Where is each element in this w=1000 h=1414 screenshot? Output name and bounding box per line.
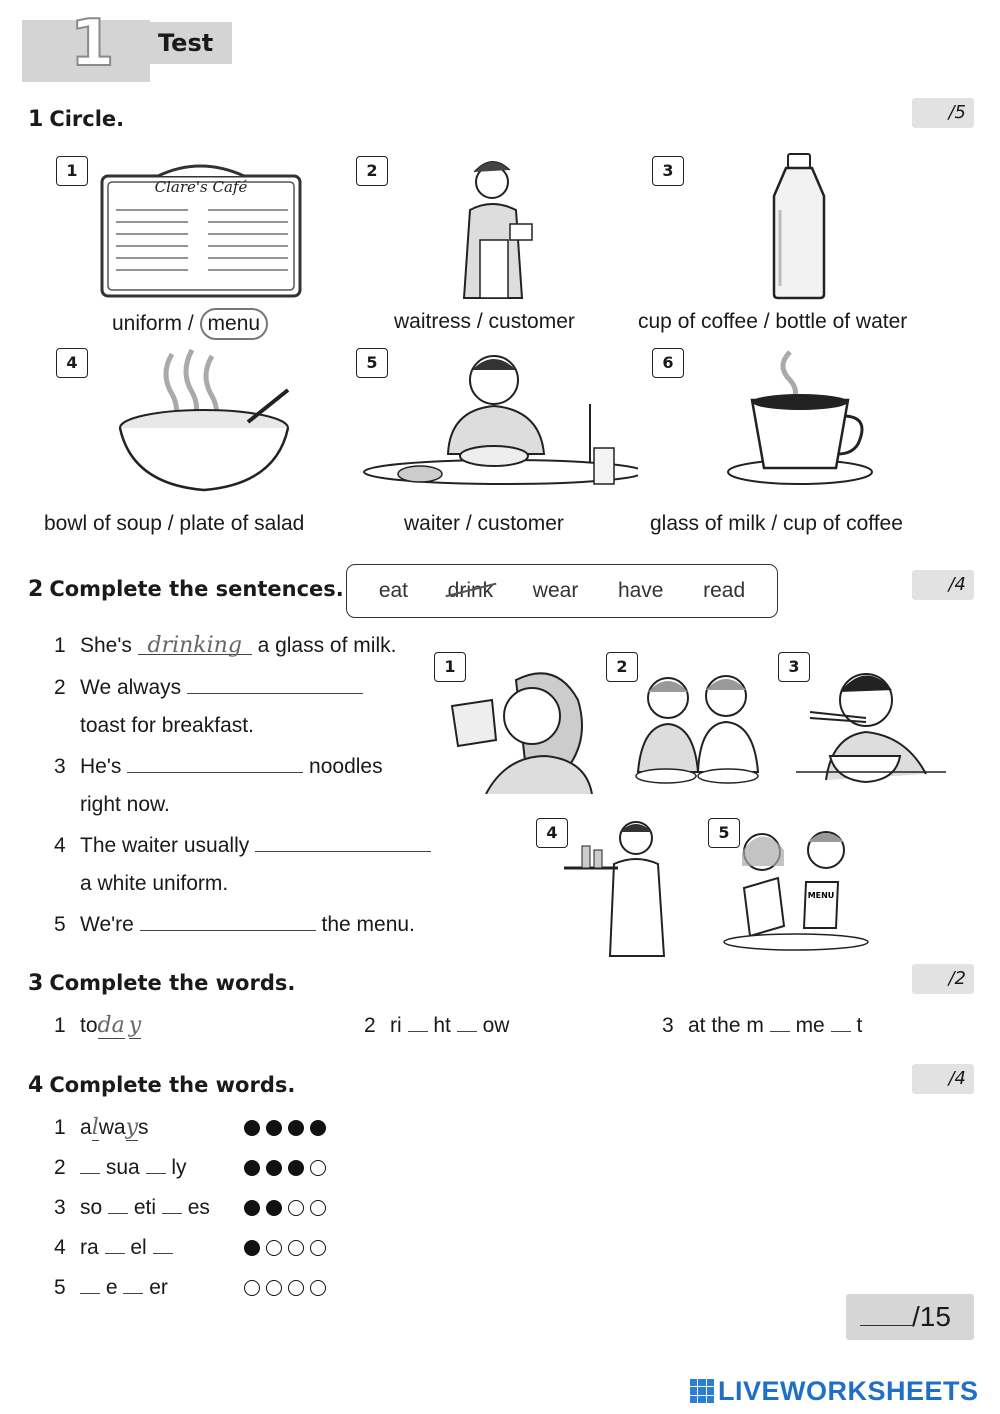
soup-bowl-icon [112, 344, 296, 494]
frequency-word-5 [54, 1274, 168, 1302]
word-item-3 [662, 1012, 862, 1040]
item-number: 4 [56, 348, 88, 378]
sentence-number: 5 [54, 913, 66, 936]
item-number: 5 [356, 348, 388, 378]
filled-dot [244, 1240, 260, 1256]
menu-sign-text: Clare's Café [154, 178, 248, 196]
waiter-with-tray-icon [560, 816, 676, 960]
item-number: 4 [54, 1236, 66, 1259]
cafe-menu-board-icon [98, 152, 304, 302]
picture-number: 5 [708, 818, 740, 848]
sentence-2-cont: toast for breakfast. [80, 714, 254, 737]
word-part: e [105, 1276, 118, 1299]
word-item-1 [54, 1012, 141, 1040]
unit-number: 1 [70, 7, 115, 81]
filled-dot [266, 1120, 282, 1136]
letter-blank[interactable] [153, 1234, 173, 1254]
item-number: 2 [54, 1156, 66, 1179]
frequency-dots [244, 1200, 326, 1216]
filled-letter[interactable]: l [91, 1115, 99, 1140]
section-1-heading [28, 106, 124, 133]
coffee-cup-icon [724, 344, 874, 488]
menu-label-text: MENU [807, 891, 835, 900]
frequency-word-2 [54, 1154, 187, 1182]
couple-reading-menu-icon [722, 816, 870, 952]
item-caption[interactable]: waitress / customer [394, 310, 575, 333]
word-part: eti [133, 1196, 157, 1219]
item-caption[interactable]: waiter / customer [404, 512, 564, 535]
filled-dot [310, 1120, 326, 1136]
section-number: 4 [28, 1073, 44, 1098]
answer-blank[interactable] [127, 751, 303, 773]
section-number: 3 [28, 971, 44, 996]
letter-blank[interactable] [108, 1194, 128, 1214]
answer-blank[interactable] [255, 830, 431, 852]
word-part: es [187, 1196, 210, 1219]
empty-dot [288, 1280, 304, 1296]
sentence-number: 2 [54, 676, 66, 699]
girl-drinking-icon [446, 660, 596, 794]
word-part: at the m [688, 1014, 764, 1037]
sentence-text: noodles [309, 755, 383, 778]
item-caption[interactable]: cup of coffee / bottle of water [638, 310, 908, 333]
sentence-text: a glass of milk. [257, 634, 397, 657]
empty-dot [244, 1280, 260, 1296]
sentence-4-cont: a white uniform. [80, 872, 229, 895]
sentence-text: We're [80, 913, 134, 936]
sentence-3-cont: right now. [80, 793, 170, 816]
empty-dot [310, 1160, 326, 1176]
total-score [860, 1300, 951, 1334]
letter-blank[interactable] [408, 1012, 428, 1032]
word-part: ri [390, 1014, 402, 1037]
sentence-number: 3 [54, 755, 66, 778]
word-bank-word: wear [532, 579, 579, 602]
empty-dot [310, 1200, 326, 1216]
letter-blank[interactable] [770, 1012, 790, 1032]
filled-dot [288, 1120, 304, 1136]
section-2-score: /4 [912, 570, 974, 600]
item-number: 2 [356, 156, 388, 186]
water-bottle-icon [766, 150, 832, 300]
letter-blank[interactable] [146, 1154, 166, 1174]
sentence-number: 4 [54, 834, 66, 857]
frequency-word-3 [54, 1194, 210, 1222]
empty-dot [266, 1280, 282, 1296]
letter-blank[interactable] [105, 1234, 125, 1254]
item-number: 1 [56, 156, 88, 186]
sentence-4 [54, 830, 431, 860]
frequency-dots [244, 1280, 326, 1296]
item-number: 6 [652, 348, 684, 378]
word-part: ra [80, 1236, 99, 1259]
letter-blank[interactable] [123, 1274, 143, 1294]
section-3-heading [28, 970, 295, 997]
word-bank-word: eat [378, 579, 409, 602]
sentence-5 [54, 909, 415, 939]
word-part: ht [433, 1014, 451, 1037]
frequency-dots [244, 1240, 326, 1256]
word-part: so [80, 1196, 103, 1219]
page-title: Test [158, 29, 214, 57]
section-2-heading [28, 576, 344, 603]
empty-dot [288, 1200, 304, 1216]
filled-letters[interactable]: da [97, 1013, 125, 1038]
letter-blank[interactable] [80, 1274, 100, 1294]
item-caption [112, 308, 268, 340]
item-number: 1 [54, 1116, 66, 1139]
section-title: Complete the words. [49, 971, 296, 995]
liveworksheets-logo [690, 1376, 979, 1406]
sentence-text: We always [80, 676, 182, 699]
section-4-score: /4 [912, 1064, 974, 1094]
section-4-heading [28, 1072, 295, 1099]
sentence-1 [54, 632, 396, 660]
empty-dot [288, 1240, 304, 1256]
section-3-score: /2 [912, 964, 974, 994]
word-part: to [80, 1014, 98, 1037]
frequency-word-1 [54, 1114, 149, 1142]
word-part: el [130, 1236, 147, 1259]
sentence-text: He's [80, 755, 122, 778]
circled-answer[interactable]: menu [200, 308, 269, 340]
item-number: 3 [54, 1196, 66, 1219]
filled-dot [266, 1200, 282, 1216]
picture-number: 4 [536, 818, 568, 848]
total-score-max: /15 [912, 1301, 951, 1332]
filled-dot [244, 1160, 260, 1176]
word-bank-word: have [617, 579, 664, 602]
waitress-icon [440, 150, 560, 300]
liveworksheets-logo-icon [690, 1379, 714, 1403]
word-part: me [795, 1014, 825, 1037]
boy-eating-noodles-icon [796, 656, 946, 786]
brand-name: LIVEWORKSHEETS [718, 1376, 979, 1406]
section-1-score: /5 [912, 98, 974, 128]
frequency-word-4 [54, 1234, 173, 1262]
section-title: Complete the sentences. [49, 577, 344, 601]
item-number: 3 [652, 156, 684, 186]
answer-blank[interactable] [140, 909, 316, 931]
caption-option: uniform / [112, 312, 194, 335]
section-number: 2 [28, 577, 44, 602]
filled-letter[interactable]: y [125, 1115, 139, 1140]
sentence-text: The waiter usually [80, 834, 250, 857]
letter-blank[interactable] [457, 1012, 477, 1032]
word-part: er [149, 1276, 168, 1299]
sentence-number: 1 [54, 634, 66, 657]
item-number: 1 [54, 1014, 66, 1037]
empty-dot [310, 1240, 326, 1256]
letter-blank[interactable] [831, 1012, 851, 1032]
word-part: a [80, 1116, 92, 1139]
word-part: s [138, 1116, 149, 1139]
word-bank [346, 564, 778, 618]
section-title: Circle. [49, 107, 125, 131]
sentence-2 [54, 672, 363, 702]
picture-number: 2 [606, 652, 638, 682]
filled-dot [244, 1120, 260, 1136]
word-item-2 [364, 1012, 509, 1040]
boys-eating-toast-icon [620, 662, 770, 792]
word-part: ly [171, 1156, 187, 1179]
picture-number: 1 [434, 652, 466, 682]
total-score-blank[interactable] [860, 1304, 912, 1326]
word-bank-word-used: drink [448, 577, 494, 605]
section-number: 1 [28, 107, 44, 132]
picture-number: 3 [778, 652, 810, 682]
item-number: 5 [54, 1276, 66, 1299]
sentence-text: the menu. [321, 913, 415, 936]
word-part: t [856, 1014, 863, 1037]
frequency-dots [244, 1120, 326, 1136]
letter-blank[interactable] [162, 1194, 182, 1214]
section-title: Complete the words. [49, 1073, 296, 1097]
item-caption[interactable]: glass of milk / cup of coffee [650, 512, 903, 535]
sentence-text: She's [80, 634, 132, 657]
word-part: ow [482, 1014, 510, 1037]
frequency-dots [244, 1160, 326, 1176]
filled-dot [288, 1160, 304, 1176]
empty-dot [266, 1240, 282, 1256]
sentence-3 [54, 751, 383, 781]
word-bank-word: read [703, 579, 746, 602]
filled-dot [244, 1200, 260, 1216]
filled-letters[interactable]: y [128, 1013, 142, 1038]
letter-blank[interactable] [80, 1154, 100, 1174]
eating-customer-icon [354, 344, 638, 494]
word-part: sua [105, 1156, 140, 1179]
empty-dot [310, 1280, 326, 1296]
answer-blank[interactable] [187, 672, 363, 694]
answer-blank[interactable]: drinking [138, 633, 252, 655]
item-number: 2 [364, 1014, 376, 1037]
filled-dot [266, 1160, 282, 1176]
word-part: wa [98, 1116, 126, 1139]
item-caption[interactable]: bowl of soup / plate of salad [44, 512, 305, 535]
item-number: 3 [662, 1014, 674, 1037]
